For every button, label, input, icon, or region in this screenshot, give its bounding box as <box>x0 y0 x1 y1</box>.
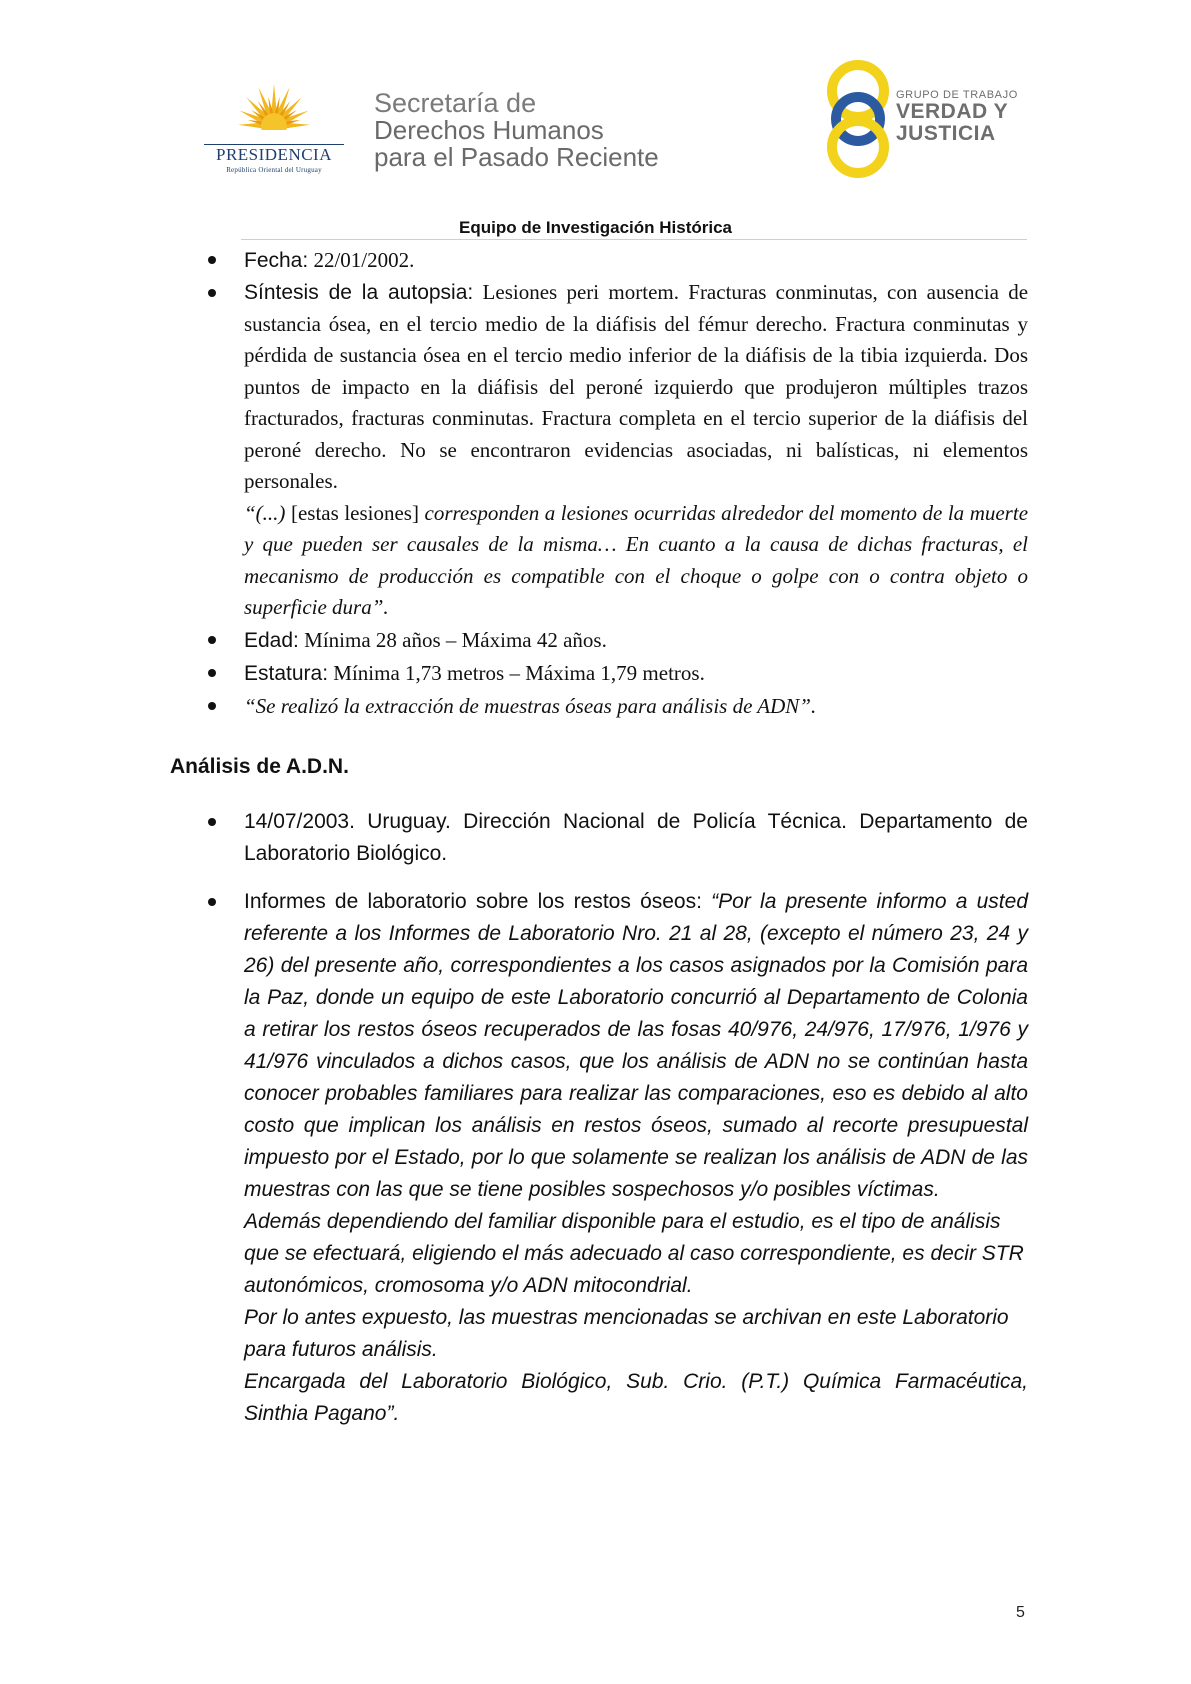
list-item-estatura <box>170 657 1028 690</box>
rings-icon <box>822 57 894 181</box>
informes-label: Informes de laboratorio sobre los restos óseos: <box>244 890 702 913</box>
secretaria-line1: Secretaría de <box>374 88 537 118</box>
list-item-sintesis <box>170 277 1028 624</box>
list-item-muestras <box>170 690 1028 722</box>
bullet-icon <box>208 898 216 906</box>
dnpt-text: 14/07/2003. Uruguay. Dirección Nacional de Policía Técnica. Departamento de Laboratorio Biológico. <box>244 810 1028 865</box>
bullet-icon <box>208 636 216 644</box>
muestras-text: “Se realizó la extracción de muestras óseas para análisis de ADN”. <box>244 693 817 718</box>
team-title: Equipo de Investigación Histórica <box>459 218 732 237</box>
grupo-line3: JUSTICIA <box>896 122 996 145</box>
grupo-line1: GRUPO DE TRABAJO <box>896 89 1018 101</box>
edad-value: Mínima 28 años – Máxima 42 años. <box>304 627 607 652</box>
informes-quote-p1: “Por la presente informo a usted referente a los Informes de Laboratorio Nro. 21 al 28, (excepto el número 23, 24 y 26) del presente año, correspondientes a los casos asignados por la Comisión para la Paz, donde un equipo de este Laboratorio concurrió al Departamento de Colonia a retirar los restos óseos recuperados de las fosas 40/976, 24/976, 17/976, 1/976 y 41/976 vinculados a dichos casos, que los análisis de ADN no se continúan hasta conocer probables familiares para realizar las comparaciones, eso es debido al alto costo que implican los análisis en restos óseos, sumado al recorte presupuestal impuesto por el Estado, por lo que solamente se realizan los análisis de ADN de las muestras con las que se tiene posibles sospechosos y/o posibles víctimas. <box>244 890 1028 1201</box>
autopsy-section <box>170 244 1028 722</box>
secretaria-line3: para el Pasado Reciente <box>374 142 659 172</box>
fecha-label: Fecha: <box>244 249 309 272</box>
informes-quote-p3: Por lo antes expuesto, las muestras mencionadas se archivan en este Laboratorio para futuros análisis. <box>244 1306 1009 1361</box>
bullet-icon <box>208 702 216 710</box>
list-item-fecha <box>170 244 1028 277</box>
bullet-icon <box>208 289 216 297</box>
estatura-value: Mínima 1,73 metros – Máxima 1,79 metros. <box>333 660 705 685</box>
list-item-informes <box>170 886 1028 1430</box>
list-item-dnpt <box>170 806 1028 870</box>
informes-quote-p2: Además dependiendo del familiar disponible para el estudio, es el tipo de análisis que se efectuará, eligiendo el más adecuado al caso correspondiente, es decir STR autonómicos, cromosoma y/o ADN mitocondrial. <box>244 1210 1024 1297</box>
bullet-icon <box>208 818 216 826</box>
presidencia-subtitle: República Oriental del Uruguay <box>226 166 322 174</box>
quote-bracket: [estas lesiones] <box>290 500 419 525</box>
sintesis-label: Síntesis de la autopsia: <box>244 281 474 304</box>
grupo-line2: VERDAD Y <box>896 100 1009 123</box>
secretaria-line2: Derechos Humanos <box>374 115 604 145</box>
bullet-icon <box>208 256 216 264</box>
informes-quote-p4: Encargada del Laboratorio Biológico, Sub. Crio. (P.T.) Química Farmacéutica, Sinthia Pagano”. <box>244 1370 1028 1425</box>
estatura-label: Estatura: <box>244 661 329 685</box>
presidencia-wordmark: PRESIDENCIA <box>215 145 332 164</box>
adn-heading: Análisis de A.D.N. <box>170 755 349 778</box>
adn-section <box>170 806 1028 1430</box>
bullet-icon <box>208 669 216 677</box>
sun-icon <box>196 82 352 146</box>
page-number: 5 <box>1016 1604 1025 1621</box>
fecha-value: 22/01/2002. <box>313 248 415 272</box>
sintesis-text: Lesiones peri mortem. Fracturas conminutas, con ausencia de sustancia ósea, en el tercio medio de la diáfisis del fémur derecho. Fractura conminutas y pérdida de sustancia ósea en el tercio medio inferior de la diáfisis de la tibia izquierda. Dos puntos de impacto en la diáfisis del peroné izquierdo que produjeron múltiples trazos fracturados, fracturas conminutas. Fractura completa en el tercio superior de la diáfisis del peroné derecho. No se encontraron evidencias asociadas, ni balísticas, ni elementos personales. <box>244 280 1029 493</box>
verdad-justicia-logo <box>822 57 1072 181</box>
edad-label: Edad: <box>244 628 299 652</box>
presidencia-logo <box>196 82 352 178</box>
list-item-edad <box>170 624 1028 657</box>
header-divider <box>241 239 1027 240</box>
quote-open: “(...) <box>244 500 286 525</box>
secretaria-wordmark <box>374 90 659 171</box>
quote-text: corresponden a lesiones ocurridas alrededor del momento de la muerte y que pueden ser causales de la misma… En cuanto a la causa de dichas fracturas, el mecanismo de producción es compatible con el choque o golpe con o contra objeto o superficie dura”. <box>244 500 1029 619</box>
